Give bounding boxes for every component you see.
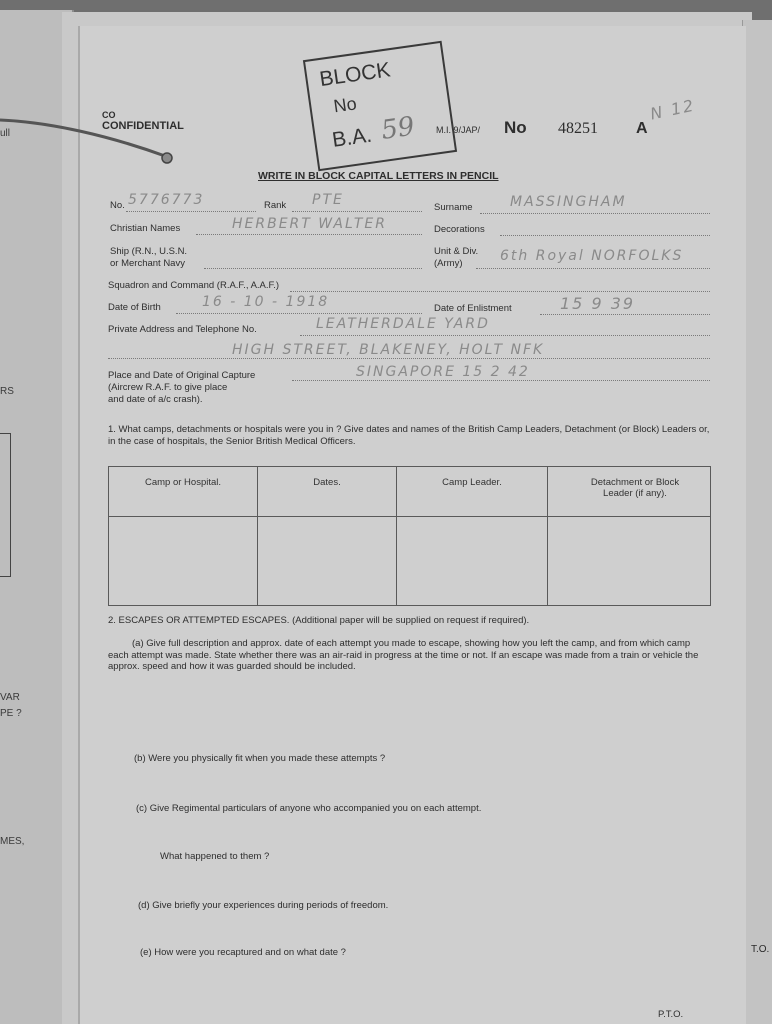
- no-line: [126, 211, 256, 212]
- squadron-label: Squadron and Command (R.A.F., A.A.F.): [108, 280, 280, 291]
- surname-value: MASSINGHAM: [510, 194, 627, 210]
- table-cell: [397, 517, 548, 606]
- binding-string: [0, 108, 190, 168]
- table-cell: [258, 517, 397, 606]
- address-value-2: HIGH STREET, BLAKENEY, HOLT NFK: [232, 342, 545, 358]
- column-camp-or-hospital: Camp or Hospital.: [109, 467, 258, 517]
- confidential-prefix: CO: [102, 110, 116, 120]
- capture-label-2: (Aircrew R.A.F. to give place: [108, 382, 228, 393]
- address-label: Private Address and Telephone No.: [108, 324, 257, 335]
- left-fragment: PE ?: [0, 708, 22, 719]
- address-value-1: LEATHERDALE YARD: [316, 316, 490, 332]
- rank-value: PTE: [312, 192, 344, 208]
- enlistment-value: 15 9 39: [560, 294, 636, 313]
- table-cell: [109, 517, 258, 606]
- question-2-heading: 2. ESCAPES OR ATTEMPTED ESCAPES. (Additional paper will be supplied on request if required).: [108, 615, 530, 626]
- question-2d: (d) Give briefly your experiences during periods of freedom.: [138, 900, 389, 911]
- decorations-label: Decorations: [434, 224, 485, 235]
- question-2c-followup: What happened to them ?: [160, 851, 270, 862]
- question-2e: (e) How were you recaptured and on what date ?: [140, 947, 346, 958]
- address-line-1: [300, 335, 710, 336]
- left-fragment: MES,: [0, 836, 25, 847]
- ship-label-2: or Merchant Navy: [110, 258, 185, 269]
- dob-value: 16 - 10 - 1918: [202, 294, 330, 310]
- form-number: 48251: [558, 120, 598, 137]
- confidential-label: CONFIDENTIAL: [102, 120, 184, 132]
- table-header-row: [109, 467, 711, 517]
- question-2c: (c) Give Regimental particulars of anyone who accompanied you on each attempt.: [136, 803, 482, 814]
- table-cell: [548, 517, 711, 606]
- unit-value: 6th Royal NORFOLKS: [500, 248, 684, 264]
- left-table-fragment: [0, 433, 11, 577]
- decorations-line: [500, 235, 710, 236]
- enlistment-label: Date of Enlistment: [434, 303, 512, 314]
- unit-label-1: Unit & Div.: [434, 246, 479, 257]
- question-2b: (b) Were you physically fit when you made these attempts ?: [134, 753, 386, 764]
- dob-line: [176, 313, 422, 314]
- no-value: 5776773: [128, 192, 205, 208]
- stamp-line-ba: B.A.: [330, 123, 374, 152]
- question-1: 1. What camps, detachments or hospitals were you in ? Give dates and names of the British Camp Leaders, Detachment (or Block) Leaders or, in the case of hospitals, the Senior British Medical Officers.: [108, 424, 710, 447]
- right-background-sheet: [742, 20, 772, 1024]
- christian-names-line: [196, 234, 422, 235]
- left-fragment: RS: [0, 386, 14, 397]
- ship-line: [204, 268, 422, 269]
- block-stamp: [303, 41, 457, 171]
- stamp-handwritten-number: 59: [379, 111, 417, 146]
- address-line-2: [108, 358, 710, 359]
- ship-label-1: Ship (R.N., U.S.N.: [110, 246, 188, 257]
- surname-label: Surname: [434, 202, 473, 213]
- capture-label-3: and date of a/c crash).: [108, 394, 203, 405]
- question-2a: (a) Give full description and approx. date of each attempt you made to escape, showing how you left the camp, and from which camp each attempt was made. State whether there was an air-raid in progress at the time or not. If an escape was made from a train or vehicle the approx. speed and how it was guarded should be included.: [108, 638, 699, 672]
- column-camp-leader: Camp Leader.: [397, 467, 548, 517]
- form-suffix: A: [636, 120, 648, 137]
- left-fragment: VAR: [0, 692, 20, 703]
- number-label: No: [504, 118, 527, 137]
- stamp-line-no: No: [332, 93, 358, 117]
- stamp-line-block: BLOCK: [318, 58, 392, 92]
- surname-line: [480, 213, 710, 214]
- rank-line: [292, 211, 422, 212]
- no-label: No.: [110, 200, 125, 211]
- column-detachment-leader: Detachment or Block Leader (if any).: [548, 467, 711, 517]
- capture-value: SINGAPORE 15 2 42: [356, 364, 530, 380]
- dob-label: Date of Birth: [108, 302, 161, 313]
- christian-names-label: Christian Names: [110, 223, 181, 234]
- instruction-heading: WRITE IN BLOCK CAPITAL LETTERS IN PENCIL: [258, 170, 499, 182]
- camps-table: [108, 466, 711, 606]
- squadron-line: [290, 291, 710, 292]
- rank-label: Rank: [264, 200, 287, 211]
- left-fragment: ull: [0, 128, 11, 139]
- column-dates: Dates.: [258, 467, 397, 517]
- pto-label: P.T.O.: [658, 1009, 684, 1020]
- unit-line: [476, 268, 710, 269]
- table-row: [109, 517, 711, 606]
- form-code: M.I. 9/JAP/: [436, 125, 481, 135]
- christian-names-value: HERBERT WALTER: [232, 216, 387, 232]
- right-fragment: T.O.: [751, 944, 770, 955]
- unit-label-2: (Army): [434, 258, 463, 269]
- capture-label-1: Place and Date of Original Capture: [108, 370, 256, 381]
- handwritten-corner-note: N 12: [648, 95, 697, 124]
- enlistment-line: [540, 314, 710, 315]
- capture-line: [292, 380, 710, 381]
